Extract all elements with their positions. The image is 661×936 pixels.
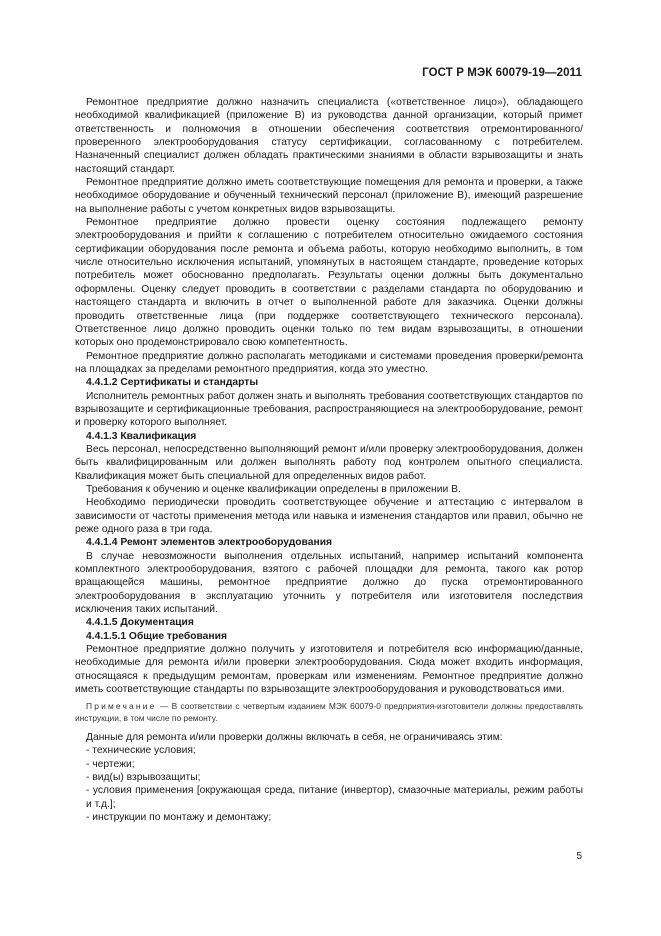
section-heading-4-4-1-5: 4.4.1.5 Документация: [86, 617, 194, 629]
section-heading-4-4-1-2: 4.4.1.2 Сертификаты и стандарты: [86, 377, 259, 389]
paragraph: Ремонтное предприятие должно иметь соответствующие помещения для ремонта и проверки, а также необходимое оборудование и обученный технический персонал (приложение В), имеющий разрешение на выполнение работы с учетом конкретных видов взрывозащиты.: [75, 177, 583, 215]
section-heading-4-4-1-3: 4.4.1.3 Квалификация: [86, 430, 197, 442]
list-intro: Данные для ремонта и/или проверки должны включать в себя, не ограничиваясь этим:: [86, 731, 503, 743]
note-label: Примечание: [86, 701, 157, 712]
document-body: [75, 96, 583, 824]
list-item: - вид(ы) взрывозащиты;: [86, 771, 201, 783]
section-heading-4-4-1-4: 4.4.1.4 Ремонт элементов электрооборудования: [86, 537, 333, 549]
list-item: - чертежи;: [86, 758, 135, 770]
paragraph: Требования к обучению и оценке квалификации определены в приложении В.: [86, 483, 461, 495]
paragraph: Ремонтное предприятие должно располагать методиками и системами проведения проверки/ремонта на площадках за пределами ремонтного предприятия, когда это уместно.: [75, 350, 583, 375]
list-item: - условия применения [окружающая среда, питание (инвертор), смазочные материалы, режим работы и т.д.];: [86, 785, 583, 810]
note-text: — В соответствии с четвертым изданием МЭК 60079-0 предприятия-изготовители должны предоставлять инструкции, в том числе по ремонту.: [75, 701, 583, 723]
paragraph: Ремонтное предприятие должно получить у изготовителя и потребителя всю информацию/данные, необходимые для ремонта и/или проверки электрооборудования. Сюда может входить информация, относящаяся к предыдущим ремонтам, проверкам или изменениям. Ремонтное предприятие должно иметь соответствующие стандарты по взрывозащите электрооборудования и руководствоваться ими.: [75, 644, 583, 696]
paragraph: Исполнитель ремонтных работ должен знать и выполнять требования соответствующих стандартов по взрывозащите и сертификационные требования, распространяющиеся на электрооборудование, ремонт и проверку которого выполняет.: [75, 390, 583, 429]
paragraph: В случае невозможности выполнения отдельных испытаний, например испытаний компонента комплектного электрооборудования, взятого с рабочей площадки для ремонта, такого как ротор вращающейся машины, ремонтное предприятие должно до пуска отремонтированного электрооборудования в эксплуатацию уточнить у потребителя или изготовителя последствия исключения таких испытаний.: [75, 550, 583, 616]
note: [75, 701, 583, 723]
section-heading-4-4-1-5-1: 4.4.1.5.1 Общие требования: [86, 630, 227, 642]
paragraph: Необходимо периодически проводить соответствующее обучение и аттестацию с интервалом в зависимости от частоты применения метода или навыка и изменения стандартов или правил, обычно не реже одного раза в три года.: [75, 497, 583, 535]
paragraph: Ремонтное предприятие должно провести оценку состояния подлежащего ремонту электрооборудования и прийти к соглашению с потребителем относительно ожидаемого состояния сертификации оборудования после ремонта и объема работы, которую необходимо выполнить, в том числе относительно исключения испытаний, упомянутых в настоящем стандарте, проведение которых потребитель может обоснованно предполагать. Результаты оценки должны быть документально оформлены. Оценку следует проводить в соответствии с разделами стандарта по оборудованию и настоящего стандарта и включить в отчет о выполненной работе для заказчика. Оценки должны проводить ответственные лица (при поддержке соответствующего технического персонала). Ответственное лицо должно проводить оценки только по тем видам взрывозащиты, в отношении которых оно продемонстрировало свою компетентность.: [75, 217, 583, 349]
list-item: - инструкции по монтажу и демонтажу;: [86, 811, 272, 823]
paragraph: Весь персонал, непосредственно выполняющий ремонт и/или проверку электрооборудования, должен быть квалифицированным или должен выполнять работу под контролем опытного специалиста. Квалификация может быть специальной для определенных видов работ.: [75, 443, 583, 482]
list-item: - технические условия;: [86, 745, 196, 757]
page-number: 5: [576, 851, 582, 862]
paragraph: Ремонтное предприятие должно назначить специалиста («ответственное лицо»), обладающего необходимой квалификацией (приложение В) из руководства данной организации, который примет ответственность и полномочия в отношении обеспечения соответствия отремонтированного/проверенного электрооборудования статусу сертификации, согласованному с потребителем. Назначенный специалист должен обладать практическими знаниями в области взрывозащиты и знать настоящий стандарт.: [75, 97, 583, 175]
document-header: ГОСТ Р МЭК 60079-19—2011: [422, 67, 582, 79]
